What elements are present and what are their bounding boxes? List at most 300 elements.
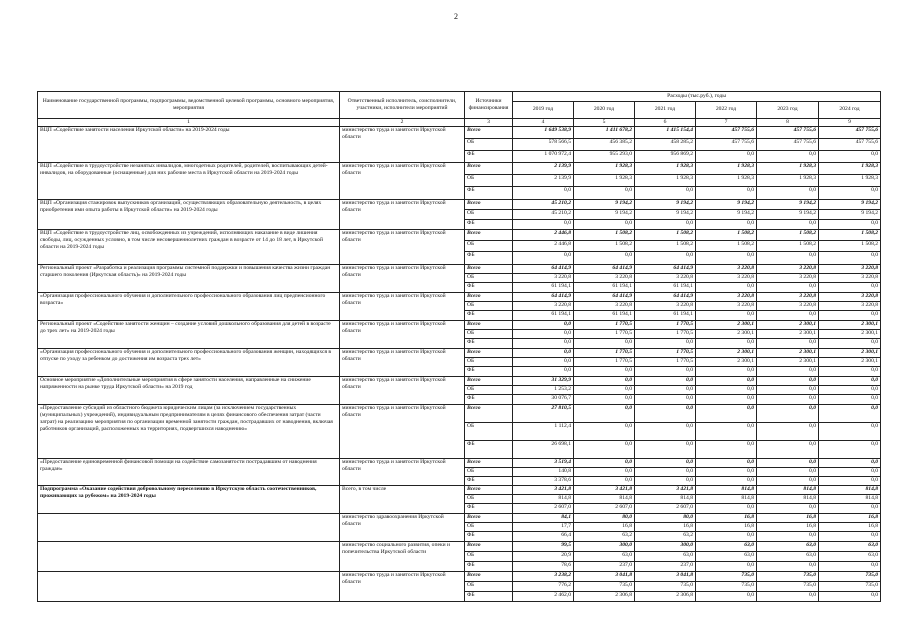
- program-name: «Организация профессионального обучения и дополнительного профессионального образования лиц предпенсионного возраста»: [38, 293, 340, 321]
- expense-value: 2 300,1: [696, 349, 757, 358]
- funding-source: ФБ: [465, 504, 513, 514]
- expense-value: 0,0: [635, 468, 696, 477]
- expense-value: 1 928,3: [574, 175, 635, 187]
- expense-value: 45 210,2: [513, 200, 574, 210]
- funding-source: ОБ: [465, 241, 513, 252]
- expense-value: 9 194,2: [757, 210, 819, 220]
- expense-value: 1 928,3: [757, 163, 819, 175]
- expense-value: 2 607,0: [513, 504, 574, 514]
- funding-source: ФБ: [465, 220, 513, 230]
- expense-value: 1 415 154,4: [635, 127, 696, 139]
- expense-value: 1 928,3: [757, 175, 819, 187]
- expense-value: 2 300,1: [696, 321, 757, 330]
- expense-value: 814,8: [757, 486, 819, 495]
- responsible-executor: министерство труда и занятости Иркутской области: [340, 265, 465, 293]
- expense-value: 63,0: [635, 552, 696, 562]
- expense-value: 1 770,5: [574, 358, 635, 367]
- expense-value: 0,0: [819, 386, 881, 395]
- expense-value: 0,0: [819, 562, 881, 572]
- expense-value: 3 220,8: [819, 293, 881, 302]
- expense-value: 16,8: [819, 514, 881, 523]
- expense-value: 2 300,1: [696, 330, 757, 339]
- expense-value: 814,8: [574, 495, 635, 504]
- column-number: 8: [757, 119, 819, 127]
- expense-value: 0,0: [574, 468, 635, 477]
- responsible-executor: министерство труда и занятости Иркутской области: [340, 230, 465, 265]
- expense-value: 0,0: [635, 441, 696, 459]
- expense-value: 0,0: [513, 358, 574, 367]
- header-expenses: Расходы (тыс.руб.), годы: [513, 92, 881, 102]
- expense-value: 300,0: [574, 542, 635, 552]
- expense-value: 0,0: [635, 187, 696, 200]
- expense-value: 3 220,8: [819, 265, 881, 274]
- expense-value: 0,0: [574, 386, 635, 395]
- expense-value: 0,0: [696, 592, 757, 602]
- funding-source: ФБ: [465, 367, 513, 377]
- expense-value: 1 508,2: [635, 230, 696, 241]
- expense-value: 3 220,8: [757, 302, 819, 311]
- responsible-executor: министерство труда и занятости Иркутской области: [340, 200, 465, 230]
- table-row: [38, 542, 881, 552]
- table-row: [38, 459, 881, 468]
- expense-value: 63,0: [696, 542, 757, 552]
- header-source: Источники финансирования: [465, 92, 513, 119]
- expense-value: 814,8: [819, 495, 881, 504]
- expense-value: 0,0: [819, 504, 881, 514]
- expense-value: 1 508,2: [574, 230, 635, 241]
- expense-value: 0,0: [574, 339, 635, 349]
- table-body: [38, 127, 881, 602]
- funding-source: ОБ: [465, 495, 513, 504]
- expense-value: 956 869,2: [635, 151, 696, 163]
- expense-value: 735,0: [696, 572, 757, 582]
- expense-value: 0,0: [574, 395, 635, 405]
- expense-value: 16,8: [635, 523, 696, 532]
- expense-value: 457 755,6: [757, 127, 819, 139]
- expense-value: 0,0: [757, 187, 819, 200]
- expense-value: 2 462,0: [513, 592, 574, 602]
- expense-value: 2 607,0: [574, 504, 635, 514]
- funding-source: ФБ: [465, 252, 513, 265]
- expense-value: 1 508,2: [757, 230, 819, 241]
- expense-value: 0,0: [757, 283, 819, 293]
- expense-value: 66,4: [513, 532, 574, 542]
- header-year: 2020 год: [574, 102, 635, 119]
- expense-value: 0,0: [819, 377, 881, 386]
- column-number: 5: [574, 119, 635, 127]
- column-number: 2: [340, 119, 465, 127]
- expense-value: 300,0: [635, 542, 696, 552]
- table-row: [38, 163, 881, 175]
- expense-value: 457 755,6: [819, 139, 881, 151]
- table-row: [38, 230, 881, 241]
- expense-value: 140,8: [513, 468, 574, 477]
- expense-value: 0,0: [819, 395, 881, 405]
- expense-value: 1 770,5: [574, 330, 635, 339]
- expense-value: 0,0: [696, 367, 757, 377]
- expense-value: 814,8: [513, 495, 574, 504]
- expense-value: 0,0: [819, 423, 881, 441]
- expense-value: 0,0: [696, 252, 757, 265]
- expense-value: 3 421,8: [513, 486, 574, 495]
- expense-value: 80,0: [574, 514, 635, 523]
- expense-value: 61 194,1: [635, 311, 696, 321]
- funding-source: Всего: [465, 200, 513, 210]
- expense-value: 0,0: [757, 339, 819, 349]
- expense-value: 63,0: [819, 552, 881, 562]
- column-number: 1: [38, 119, 340, 127]
- expense-value: 776,2: [513, 582, 574, 592]
- expense-value: 0,0: [757, 311, 819, 321]
- funding-source: Всего: [465, 486, 513, 495]
- expense-value: 16,8: [757, 514, 819, 523]
- table-row: [38, 321, 881, 330]
- expense-value: 20,9: [513, 552, 574, 562]
- expense-value: 3 220,8: [696, 274, 757, 283]
- expense-value: 2 300,1: [757, 358, 819, 367]
- funding-source: ФБ: [465, 532, 513, 542]
- expense-value: 814,8: [819, 486, 881, 495]
- header-year: 2024 год: [819, 102, 881, 119]
- expense-value: 1 508,2: [819, 241, 881, 252]
- table-header: [38, 92, 881, 127]
- expense-value: 1 508,2: [574, 241, 635, 252]
- expense-value: 9 194,2: [635, 210, 696, 220]
- expense-value: 1 112,4: [513, 423, 574, 441]
- expense-value: 0,0: [635, 339, 696, 349]
- expense-value: 2 300,1: [696, 358, 757, 367]
- expense-value: 61 194,1: [574, 283, 635, 293]
- expense-value: 0,0: [819, 477, 881, 486]
- expense-value: 456 385,2: [574, 139, 635, 151]
- expense-value: 3 220,8: [635, 274, 696, 283]
- expense-value: 63,0: [757, 552, 819, 562]
- funding-source: ФБ: [465, 151, 513, 163]
- responsible-executor: Всего, в том числе: [340, 486, 465, 514]
- expense-value: 3 421,8: [635, 486, 696, 495]
- responsible-executor: министерство здравоохранения Иркутской области: [340, 514, 465, 542]
- funding-source: ФБ: [465, 592, 513, 602]
- expense-value: 1 770,5: [574, 349, 635, 358]
- expense-value: 0,0: [513, 339, 574, 349]
- expense-value: 0,0: [696, 504, 757, 514]
- expense-value: 0,0: [513, 187, 574, 200]
- expense-value: 64 414,9: [574, 293, 635, 302]
- expense-value: 1 770,5: [635, 358, 696, 367]
- expense-value: 61 194,1: [513, 311, 574, 321]
- program-name: [38, 572, 340, 602]
- expense-value: 0,0: [696, 477, 757, 486]
- expense-value: 0,0: [757, 592, 819, 602]
- expense-value: 31 329,9: [513, 377, 574, 386]
- funding-source: ОБ: [465, 468, 513, 477]
- funding-source: ОБ: [465, 523, 513, 532]
- funding-source: Всего: [465, 293, 513, 302]
- funding-source: Всего: [465, 542, 513, 552]
- expense-value: 0,0: [696, 532, 757, 542]
- expense-value: 0,0: [757, 562, 819, 572]
- header-responsible: Ответственный исполнитель, соисполнители, участники, исполнители мероприятий: [340, 92, 465, 119]
- expense-value: 0,0: [819, 339, 881, 349]
- budget-table: [37, 91, 881, 602]
- expense-value: 16,8: [574, 523, 635, 532]
- expense-value: 2 139,9: [513, 163, 574, 175]
- expense-value: 1 253,2: [513, 386, 574, 395]
- expense-value: 0,0: [696, 377, 757, 386]
- funding-source: ОБ: [465, 552, 513, 562]
- expense-value: 0,0: [696, 187, 757, 200]
- expense-value: 0,0: [819, 151, 881, 163]
- expense-value: 0,0: [635, 386, 696, 395]
- expense-value: 0,0: [757, 477, 819, 486]
- expense-value: 735,0: [574, 582, 635, 592]
- funding-source: ОБ: [465, 330, 513, 339]
- expense-value: 735,0: [819, 582, 881, 592]
- expense-value: 9 194,2: [819, 200, 881, 210]
- expense-value: 2 300,1: [819, 349, 881, 358]
- program-name: ВЦП «Содействие в трудоустройстве незанятых инвалидов, многодетных родителей, родителей, воспитывающих детей-инвалидов, на оборудованные (оснащенные) для них рабочие места в Иркутской области на 2019-2024 годы: [38, 163, 340, 200]
- expense-value: 64 414,9: [513, 293, 574, 302]
- expense-value: 3 220,8: [757, 274, 819, 283]
- funding-source: ФБ: [465, 339, 513, 349]
- expense-value: 9 194,2: [696, 200, 757, 210]
- expense-value: 3 220,8: [757, 293, 819, 302]
- expense-value: 0,0: [574, 187, 635, 200]
- funding-source: Всего: [465, 459, 513, 468]
- expense-value: 84,1: [513, 514, 574, 523]
- header-year: 2019 год: [513, 102, 574, 119]
- expense-value: 0,0: [574, 405, 635, 423]
- expense-value: 0,0: [513, 367, 574, 377]
- expense-value: 3 378,6: [513, 477, 574, 486]
- funding-source: Всего: [465, 127, 513, 139]
- expense-value: 0,0: [757, 504, 819, 514]
- funding-source: Всего: [465, 405, 513, 423]
- expense-value: 0,0: [574, 459, 635, 468]
- expense-value: 735,0: [696, 582, 757, 592]
- expense-value: 63,0: [819, 542, 881, 552]
- expense-value: 80,0: [635, 514, 696, 523]
- expense-value: 3 220,8: [696, 302, 757, 311]
- expense-value: 1 770,5: [635, 330, 696, 339]
- expense-value: 0,0: [635, 377, 696, 386]
- table-row: [38, 200, 881, 210]
- program-name: Подпрограмма «Оказание содействия добровольному переселению в Иркутскую область соотечественников, проживающих за рубежом» на 2019-2024 годы: [38, 486, 340, 514]
- expense-value: 0,0: [696, 311, 757, 321]
- column-number: 4: [513, 119, 574, 127]
- expense-value: 26 698,1: [513, 441, 574, 459]
- program-name: ВЦП «Содействие занятости населения Иркутской области» на 2019-2024 годы: [38, 127, 340, 163]
- expense-value: 0,0: [757, 151, 819, 163]
- expense-value: 3 220,8: [574, 274, 635, 283]
- expense-value: 0,0: [757, 367, 819, 377]
- expense-value: 735,0: [757, 572, 819, 582]
- expense-value: 16,8: [696, 514, 757, 523]
- expense-value: 0,0: [574, 441, 635, 459]
- funding-source: ОБ: [465, 386, 513, 395]
- expense-value: 0,0: [635, 423, 696, 441]
- expense-value: 2 139,9: [513, 175, 574, 187]
- table-row: [38, 405, 881, 423]
- expense-value: 0,0: [696, 423, 757, 441]
- expense-value: 0,0: [635, 220, 696, 230]
- expense-value: 0,0: [574, 367, 635, 377]
- responsible-executor: министерство труда и занятости Иркутской области: [340, 321, 465, 349]
- expense-value: 3 220,8: [635, 302, 696, 311]
- expense-value: 0,0: [574, 220, 635, 230]
- expense-value: 1 928,3: [819, 175, 881, 187]
- expense-value: 16,8: [819, 523, 881, 532]
- expense-value: 16,8: [757, 523, 819, 532]
- expense-value: 0,0: [819, 532, 881, 542]
- expense-value: 3 220,8: [696, 293, 757, 302]
- expense-value: 1 508,2: [757, 241, 819, 252]
- header-year: 2021 год: [635, 102, 696, 119]
- funding-source: Всего: [465, 163, 513, 175]
- funding-source: ФБ: [465, 311, 513, 321]
- funding-source: Всего: [465, 572, 513, 582]
- expense-value: 0,0: [513, 220, 574, 230]
- expense-value: 3 041,8: [574, 572, 635, 582]
- funding-source: ОБ: [465, 423, 513, 441]
- column-number: 7: [696, 119, 757, 127]
- table-row: [38, 514, 881, 523]
- expense-value: 814,8: [635, 495, 696, 504]
- expense-value: 17,7: [513, 523, 574, 532]
- expense-value: 0,0: [757, 468, 819, 477]
- expense-value: 1 928,3: [696, 175, 757, 187]
- funding-source: ОБ: [465, 358, 513, 367]
- funding-source: ОБ: [465, 139, 513, 151]
- expense-value: 2 306,8: [635, 592, 696, 602]
- expense-value: 0,0: [757, 459, 819, 468]
- table-row: [38, 349, 881, 358]
- expense-value: 16,8: [696, 523, 757, 532]
- expense-value: 3 220,8: [696, 265, 757, 274]
- expense-value: 955 293,0: [574, 151, 635, 163]
- expense-value: 457 755,6: [696, 127, 757, 139]
- expense-value: 64 414,9: [513, 265, 574, 274]
- expense-value: 0,0: [696, 441, 757, 459]
- responsible-executor: министерство труда и занятости Иркутской области: [340, 377, 465, 405]
- expense-value: 458 285,2: [635, 139, 696, 151]
- program-name: ВЦП «Содействие в трудоустройстве лиц, освобожденных из учреждений, исполняющих наказание в виде лишения свободы, лиц, осужденных условно, в том числе несовершеннолетних граждан в возрасте от 14 до 18 лет, в Иркутской области на 2019-2024 годы: [38, 230, 340, 265]
- expense-value: 0,0: [757, 395, 819, 405]
- expense-value: 1 649 538,9: [513, 127, 574, 139]
- expense-value: 1 508,2: [696, 241, 757, 252]
- expense-value: 63,0: [574, 552, 635, 562]
- expense-value: 2 300,1: [819, 358, 881, 367]
- expense-value: 27 810,5: [513, 405, 574, 423]
- expense-value: 0,0: [819, 220, 881, 230]
- expense-value: 0,0: [757, 405, 819, 423]
- expense-value: 78,6: [513, 562, 574, 572]
- expense-value: 0,0: [513, 321, 574, 330]
- expense-value: 3 519,4: [513, 459, 574, 468]
- expense-value: 9 194,2: [696, 210, 757, 220]
- expense-value: 1 770,5: [574, 321, 635, 330]
- expense-value: 0,0: [574, 377, 635, 386]
- expense-value: 1 070 972,4: [513, 151, 574, 163]
- expense-value: 0,0: [696, 339, 757, 349]
- expense-value: 0,0: [635, 459, 696, 468]
- expense-value: 0,0: [757, 423, 819, 441]
- expense-value: 0,0: [819, 311, 881, 321]
- column-number: 9: [819, 119, 881, 127]
- expense-value: 735,0: [757, 582, 819, 592]
- table-row: [38, 265, 881, 274]
- expense-value: 64 414,9: [635, 265, 696, 274]
- expense-value: 0,0: [696, 459, 757, 468]
- expense-value: 0,0: [513, 330, 574, 339]
- funding-source: ОБ: [465, 210, 513, 220]
- expense-value: 0,0: [819, 441, 881, 459]
- funding-source: ОБ: [465, 302, 513, 311]
- expense-value: 0,0: [757, 532, 819, 542]
- responsible-executor: министерство социального развития, опеки и попечительства Иркутской области: [340, 542, 465, 572]
- expense-value: 0,0: [635, 405, 696, 423]
- program-name: «Предоставление единовременной финансовой помощи на содействие самозанятости пострадавшим от наводнения граждан»: [38, 459, 340, 486]
- table-row: [38, 127, 881, 139]
- header-year: 2023 год: [757, 102, 819, 119]
- expense-value: 237,0: [635, 562, 696, 572]
- program-name: Региональный проект «Разработка и реализация программы системной поддержки и повышения качества жизни граждан старшего поколения (Иркутская область)» на 2019-2024 годы: [38, 265, 340, 293]
- program-name: «Организация профессионального обучения и дополнительного профессионального образования женщин, находящихся в отпуске по уходу за ребенком до достижения им возраста трех лет»: [38, 349, 340, 377]
- expense-value: 0,0: [696, 405, 757, 423]
- expense-value: 2 300,1: [819, 321, 881, 330]
- expense-value: 0,0: [696, 386, 757, 395]
- expense-value: 0,0: [757, 220, 819, 230]
- expense-value: 0,0: [635, 252, 696, 265]
- expense-value: 1 508,2: [635, 241, 696, 252]
- funding-source: Всего: [465, 321, 513, 330]
- expense-value: 9 194,2: [819, 210, 881, 220]
- funding-source: ФБ: [465, 441, 513, 459]
- funding-source: ОБ: [465, 582, 513, 592]
- expense-value: 814,8: [757, 495, 819, 504]
- column-number: 6: [635, 119, 696, 127]
- expense-value: 0,0: [819, 187, 881, 200]
- expense-value: 2 306,8: [574, 592, 635, 602]
- table-row: [38, 293, 881, 302]
- expense-value: 63,0: [696, 552, 757, 562]
- table-row: [38, 572, 881, 582]
- expense-value: 0,0: [513, 252, 574, 265]
- expense-value: 0,0: [574, 252, 635, 265]
- expense-value: 1 770,5: [635, 321, 696, 330]
- header-year: 2022 год: [696, 102, 757, 119]
- expense-value: 0,0: [635, 477, 696, 486]
- column-number-row: [38, 119, 881, 127]
- expense-value: 0,0: [757, 377, 819, 386]
- expense-value: 61 194,1: [513, 283, 574, 293]
- expense-value: 0,0: [696, 283, 757, 293]
- expense-value: 3 238,2: [513, 572, 574, 582]
- expense-value: 0,0: [819, 367, 881, 377]
- responsible-executor: министерство труда и занятости Иркутской области: [340, 163, 465, 200]
- funding-source: ФБ: [465, 562, 513, 572]
- funding-source: ФБ: [465, 477, 513, 486]
- program-name: [38, 514, 340, 542]
- expense-value: 63,0: [757, 542, 819, 552]
- responsible-executor: министерство труда и занятости Иркутской области: [340, 293, 465, 321]
- expense-value: 2 300,1: [757, 321, 819, 330]
- expense-value: 735,0: [819, 572, 881, 582]
- expense-value: 2 446,8: [513, 241, 574, 252]
- expense-value: 9 194,2: [574, 210, 635, 220]
- expense-value: 0,0: [819, 592, 881, 602]
- expense-value: 735,0: [635, 582, 696, 592]
